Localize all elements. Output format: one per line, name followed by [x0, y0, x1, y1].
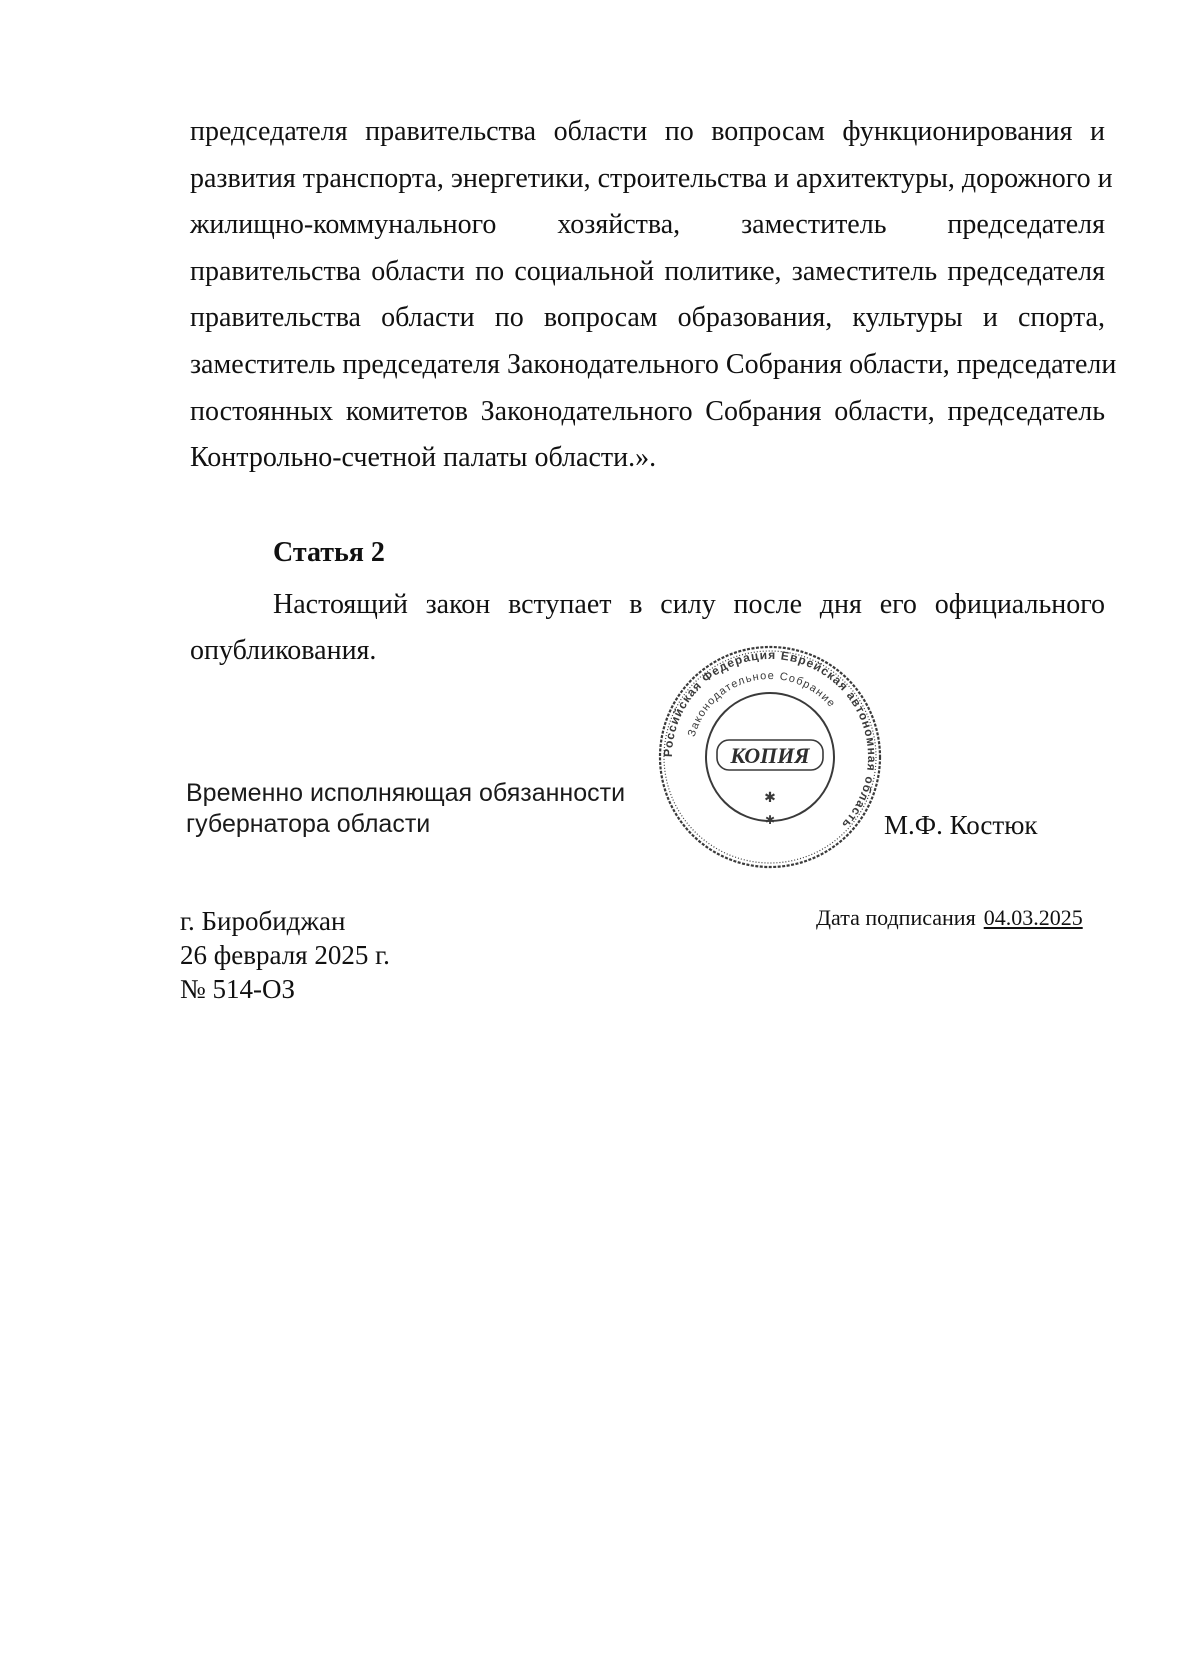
svg-text:✱: ✱: [764, 813, 776, 827]
adoption-date: 26 февраля 2025 г.: [180, 940, 390, 970]
body-line: Контрольно-счетной палаты области.».: [190, 442, 657, 474]
stamp-inner-text: Законодательное Собрание: [685, 669, 838, 739]
article-2-body: [190, 582, 1105, 674]
article-1-continuation: [190, 109, 1117, 482]
official-stamp-seal: [655, 642, 885, 872]
body-line: правительства области по социальной политике, заместитель председателя: [190, 255, 1105, 287]
signatory-title-line2: губернатора области: [186, 810, 431, 838]
body-line: председателя правительства области по вопросам функционирования и: [190, 116, 1105, 147]
signing-date-label: Дата подписания: [816, 905, 976, 930]
body-line: правительства области по вопросам образования, культуры и спорта,: [190, 302, 1105, 334]
article-2-line: опубликования.: [190, 635, 377, 666]
city: г. Биробиджан: [180, 906, 346, 936]
article-2-heading: Статья 2: [273, 537, 385, 568]
svg-text:✱: ✱: [764, 791, 776, 806]
place-date-number-block: [180, 904, 390, 1006]
body-line: жилищно-коммунального хозяйства, заместитель председателя: [190, 209, 1105, 241]
signatory-title-line1: Временно исполняющая обязанности: [186, 779, 626, 807]
stamp-outer-text: Российская Федерация Еврейская автономная область: [660, 647, 880, 833]
signatory-name: М.Ф. Костюк: [884, 810, 1038, 840]
body-line: постоянных комитетов Законодательного Собрания области, председатель: [190, 395, 1105, 427]
body-line: заместитель председателя Законодательного Собрания области, председатели: [190, 348, 1117, 380]
signing-date: [816, 905, 1083, 931]
article-2-line: Настоящий закон вступает в силу после дня его официального: [273, 589, 1105, 620]
signatory-title: [186, 778, 625, 840]
law-number: № 514-ОЗ: [180, 974, 296, 1004]
signing-date-value: 04.03.2025: [983, 905, 1083, 930]
body-line: развития транспорта, энергетики, строительства и архитектуры, дорожного и: [190, 162, 1113, 194]
stamp-center-text: КОПИЯ: [730, 743, 810, 768]
